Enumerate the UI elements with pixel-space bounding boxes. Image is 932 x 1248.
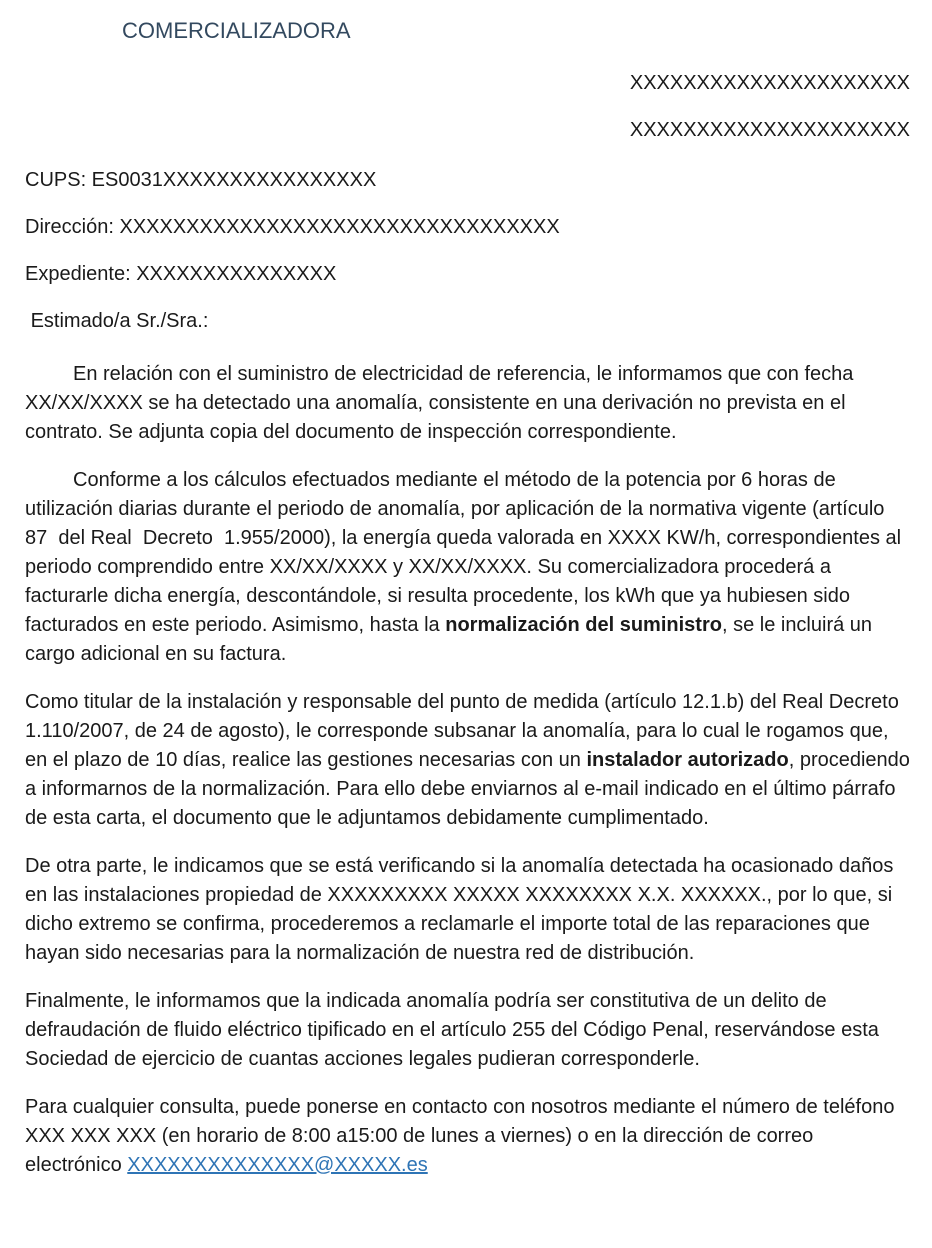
recipient-line-2: XXXXXXXXXXXXXXXXXXXXX (629, 119, 910, 141)
expediente-field: Expediente: XXXXXXXXXXXXXXX (25, 263, 337, 285)
cups-field: CUPS: ES0031XXXXXXXXXXXXXXXX (25, 169, 377, 191)
bold-instalador-autorizado: instalador autorizado (586, 749, 789, 771)
company-name: COMERCIALIZADORA (122, 18, 351, 43)
paragraph-owner-responsibility-text: Como titular de la instalación y responsable del punto de medida (artículo 12.1.b) del Real Decreto 1.110/2007, de 24 de agosto), le corresponde subsanar la anomalía, para lo cual le rogamos que, en el plazo de 10 días, realice las gestiones necesarias con un (25, 691, 905, 771)
paragraph-owner-responsibility-tail: , procediendo a informarnos de la normalización. Para ello debe enviarnos al e-mail indicado en el último párrafo de esta carta, el documento que le adjuntamos debidamente cumplimentado. (25, 749, 916, 829)
paragraph-damage-verification: De otra parte, le indicamos que se está verificando si la anomalía detectada ha ocasionado daños en las instalaciones propiedad de XXXXXXXXX XXXXX XXXXXXXX X.X. XXXXXX., por lo que, si dicho extremo se confirma, procederemos a reclamarle el importe total de las reparaciones que hayan sido necesarias para la normalización de nuestra red de distribución. (25, 855, 899, 964)
recipient-block (25, 60, 910, 154)
email-link[interactable]: XXXXXXXXXXXXXX@XXXXX.es (127, 1154, 428, 1176)
paragraph-billing-calculation-tail: , se le incluirá un cargo adicional en su factura. (25, 614, 878, 665)
recipient-line-1: XXXXXXXXXXXXXXXXXXXXX (629, 72, 910, 94)
salutation: Estimado/a Sr./Sra.: (25, 310, 209, 332)
bold-normalizacion-suministro: normalización del suministro (445, 614, 722, 636)
direccion-field: Dirección: XXXXXXXXXXXXXXXXXXXXXXXXXXXXXXXXX (25, 216, 560, 238)
paragraph-billing-calculation-text: Conforme a los cálculos efectuados mediante el método de la potencia por 6 horas de utilización diarias durante el periodo de anomalía, por aplicación de la normativa vigente (artículo 87 del Real Decreto 1.955/2000), la energía queda valorada en XXXX KW/h, correspondientes al periodo comprendido entre XX/XX/XXXX y XX/XX/XXXX. Su comercializadora procederá a facturarle dicha energía, descontándole, si resulta procedente, los kWh que ya hubiesen sido facturados en este periodo. Asimismo, hasta la (25, 469, 907, 636)
paragraph-owner-responsibility (25, 688, 916, 833)
paragraph-billing-calculation (25, 466, 910, 669)
paragraph-contact-info-text: Para cualquier consulta, puede ponerse en contacto con nosotros mediante el número de teléfono XXX XXX XXX (en horario de 8:00 a15:00 de lunes a viernes) o en la dirección de correo electrónico (25, 1096, 901, 1176)
paragraph-contact-info (25, 1093, 910, 1180)
paragraph-anomaly-detected: En relación con el suministro de electricidad de referencia, le informamos que con fecha XX/XX/XXXX se ha detectado una anomalía, consistente en una derivación no prevista en el contrato. Se adjunta copia del documento de inspección correspondiente. (25, 363, 859, 443)
paragraph-legal-notice: Finalmente, le informamos que la indicada anomalía podría ser constitutiva de un delito de defraudación de fluido eléctrico tipificado en el artículo 255 del Código Penal, reservándose esta Sociedad de ejercicio de cuantas acciones legales pudieran corresponderle. (25, 990, 885, 1070)
